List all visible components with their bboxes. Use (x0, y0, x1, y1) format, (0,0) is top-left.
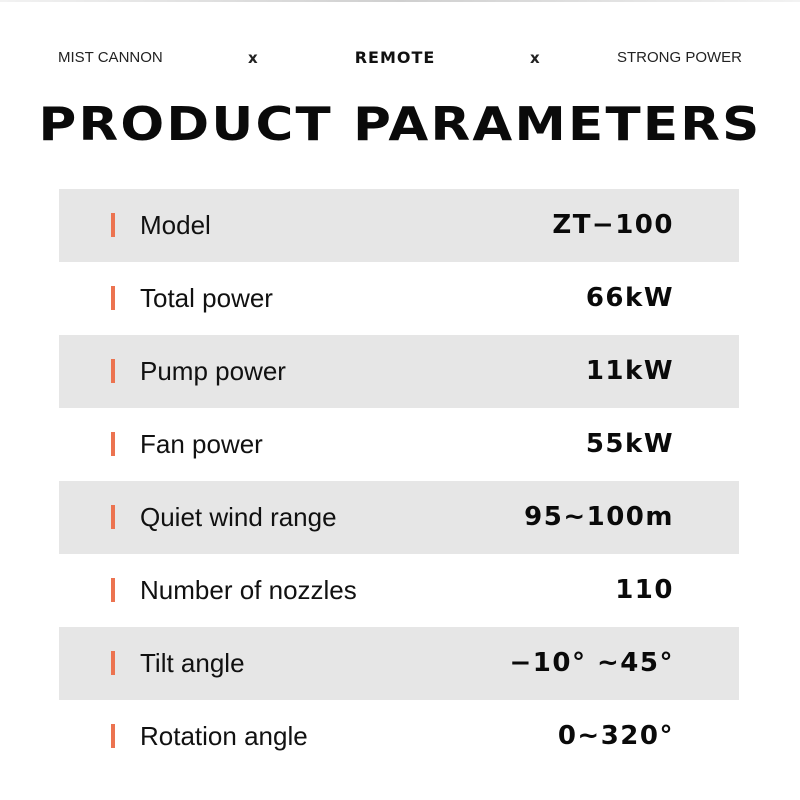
row-marker (111, 651, 115, 675)
parameter-row-quiet-wind-range (59, 481, 739, 554)
row-marker (111, 286, 115, 310)
parameter-label: Tilt angle (140, 648, 245, 678)
row-marker (111, 213, 115, 237)
tagline-separator: x (248, 49, 258, 67)
parameter-value: 0~320° (557, 721, 674, 751)
parameter-value: 55kW (585, 429, 674, 459)
top-divider (0, 0, 800, 2)
page-title: PRODUCT PARAMETERS (38, 97, 762, 151)
tagline-strong-power: STRONG POWER (616, 49, 742, 66)
parameter-value: −10° ~45° (509, 648, 674, 678)
parameter-row-model (59, 189, 739, 262)
parameter-label: Model (140, 210, 211, 240)
tagline-separator: x (530, 49, 540, 67)
parameter-label: Fan power (140, 429, 263, 459)
parameter-row-pump-power (59, 335, 739, 408)
parameters-table (59, 189, 739, 773)
tagline-bar (58, 47, 742, 69)
tagline-mist-cannon: MIST CANNON (58, 49, 163, 66)
parameter-value: ZT−100 (552, 210, 674, 240)
row-marker (111, 505, 115, 529)
parameter-label: Quiet wind range (140, 502, 337, 532)
row-marker (111, 432, 115, 456)
row-marker (111, 724, 115, 748)
parameter-value: 11kW (585, 356, 674, 386)
parameter-row-number-of-nozzles (59, 554, 739, 627)
parameter-value: 66kW (585, 283, 674, 313)
parameter-value: 110 (615, 575, 674, 605)
parameter-row-rotation-angle (59, 700, 739, 773)
parameter-label: Total power (140, 283, 273, 313)
tagline-remote: REMOTE (354, 48, 436, 67)
parameter-label: Rotation angle (140, 721, 308, 751)
row-marker (111, 578, 115, 602)
parameter-label: Pump power (140, 356, 286, 386)
parameter-label: Number of nozzles (140, 575, 357, 605)
parameter-row-total-power (59, 262, 739, 335)
parameter-row-fan-power (59, 408, 739, 481)
parameter-row-tilt-angle (59, 627, 739, 700)
parameter-value: 95~100m (524, 502, 674, 532)
row-marker (111, 359, 115, 383)
